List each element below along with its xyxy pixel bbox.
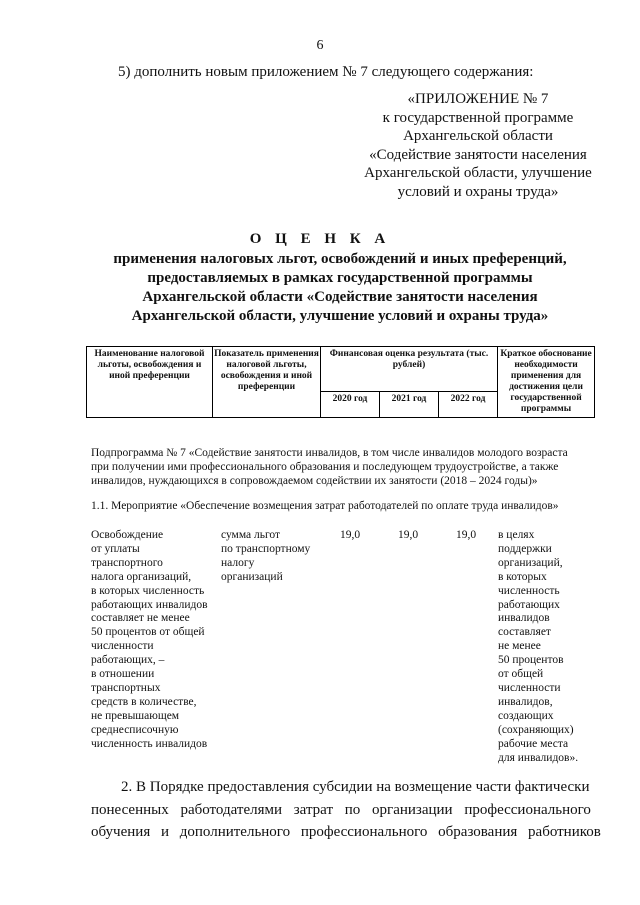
evaluation-table-header <box>86 346 595 418</box>
indicator-line: налогу <box>221 556 255 569</box>
benefit-line: численности <box>91 640 154 653</box>
subtitle-line: Архангельской области «Содействие занятости населения <box>142 289 538 305</box>
indicator-line: сумма льгот <box>221 529 281 541</box>
benefit-line: работающих, – <box>91 654 165 667</box>
intro-text: 5) дополнить новым приложением № 7 следующего содержания: <box>118 64 534 80</box>
row-value-2021: 19,0 <box>398 529 419 541</box>
justification-line: в целях <box>498 529 535 541</box>
row-benefit-name <box>91 529 208 752</box>
justification-line: организаций, <box>498 556 563 569</box>
document-title: О Ц Е Н К А <box>249 231 391 247</box>
benefit-line: не превышающем <box>91 709 180 722</box>
document-subtitle <box>90 250 590 326</box>
benefit-line: в которых численность <box>91 584 205 597</box>
header-benefit-name: Наименование налоговой льготы, освобождения и иной преференции <box>87 347 213 418</box>
paragraph-line: обучения и дополнительного профессионального образования работников <box>91 824 601 840</box>
header-year-2021: 2021 год <box>380 391 439 417</box>
justification-line: поддержки <box>498 542 552 555</box>
subprogram-line: Подпрограмма № 7 «Содействие занятости инвалидов, в том числе инвалидов молодого возраста <box>91 447 568 459</box>
subprogram-line: при получении ими профессионального образования и последующем трудоустройстве, а также <box>91 461 559 473</box>
justification-line: создающих <box>498 709 554 722</box>
benefit-line: транспортных <box>91 681 161 694</box>
benefit-line: среднесписочную <box>91 723 179 736</box>
appendix-line: «ПРИЛОЖЕНИЕ № 7 <box>407 91 549 107</box>
appendix-line: к государственной программе <box>382 109 574 126</box>
benefit-line: составляет не менее <box>91 612 190 625</box>
benefit-line: транспортного <box>91 556 163 569</box>
subprogram-title <box>91 446 593 488</box>
header-indicator: Показатель применения налоговой льготы, освобождения и иной преференции <box>213 347 321 418</box>
justification-line: составляет <box>498 626 551 639</box>
justification-line: для инвалидов». <box>498 751 579 764</box>
paragraph-line: 2. В Порядке предоставления субсидии на возмещение части фактически <box>121 779 590 795</box>
justification-line: (сохраняющих) <box>498 723 574 736</box>
subtitle-line: предоставляемых в рамках государственной программы <box>147 270 533 286</box>
indicator-line: по транспортному <box>221 542 311 555</box>
justification-line: работающих <box>498 598 560 611</box>
paragraph-line: понесенных работодателями затрат по организации профессионального <box>91 801 591 818</box>
header-financial-estimate: Финансовая оценка результата (тыс. рублей) <box>321 347 498 392</box>
subtitle-line: применения налоговых льгот, освобождений и иных преференций, <box>113 251 567 267</box>
page-number: 6 <box>316 38 324 53</box>
justification-line: в которых <box>498 570 547 583</box>
row-value-2022: 19,0 <box>456 529 477 541</box>
justification-line: рабочие места <box>498 737 569 750</box>
header-year-2022: 2022 год <box>439 391 498 417</box>
subtitle-line: Архангельской области, улучшение условий и охраны труда» <box>131 308 549 324</box>
appendix-line: «Содействие занятости населения <box>369 146 587 163</box>
activity-title: 1.1. Мероприятие «Обеспечение возмещения затрат работодателей по оплате труда инвалидов» <box>91 500 559 512</box>
benefit-line: Освобождение <box>91 529 164 541</box>
subprogram-line: инвалидов, нуждающихся в сопровождаемом содействии их занятости (2018 – 2024 годы)» <box>91 475 538 487</box>
benefit-line: работающих инвалидов <box>91 598 208 611</box>
header-justification: Краткое обоснование необходимости применения для достижения цели государственной программы <box>498 347 595 418</box>
appendix-line: условий и охраны труда» <box>397 183 559 200</box>
benefit-line: налога организаций, <box>91 570 192 583</box>
header-year-2020: 2020 год <box>321 391 380 417</box>
body-paragraph <box>91 776 601 844</box>
indicator-line: организаций <box>221 570 283 583</box>
row-value-2020: 19,0 <box>340 529 361 541</box>
appendix-header <box>355 90 601 201</box>
justification-line: 50 процентов <box>498 654 564 667</box>
justification-line: численности <box>498 681 561 694</box>
benefit-line: от уплаты <box>91 542 140 555</box>
benefit-line: численность инвалидов <box>91 737 208 750</box>
justification-line: инвалидов <box>498 612 550 625</box>
justification-line: не менее <box>498 640 541 653</box>
benefit-line: 50 процентов от общей <box>91 626 205 639</box>
appendix-line: Архангельской области, улучшение <box>364 165 592 181</box>
row-indicator <box>221 529 310 585</box>
appendix-line: Архангельской области <box>403 128 553 144</box>
justification-line: от общей <box>498 668 544 681</box>
justification-line: инвалидов, <box>498 695 553 708</box>
row-justification <box>498 529 578 765</box>
justification-line: численность <box>498 584 560 597</box>
benefit-line: в отношении <box>91 668 155 681</box>
benefit-line: средств в количестве, <box>91 695 197 708</box>
